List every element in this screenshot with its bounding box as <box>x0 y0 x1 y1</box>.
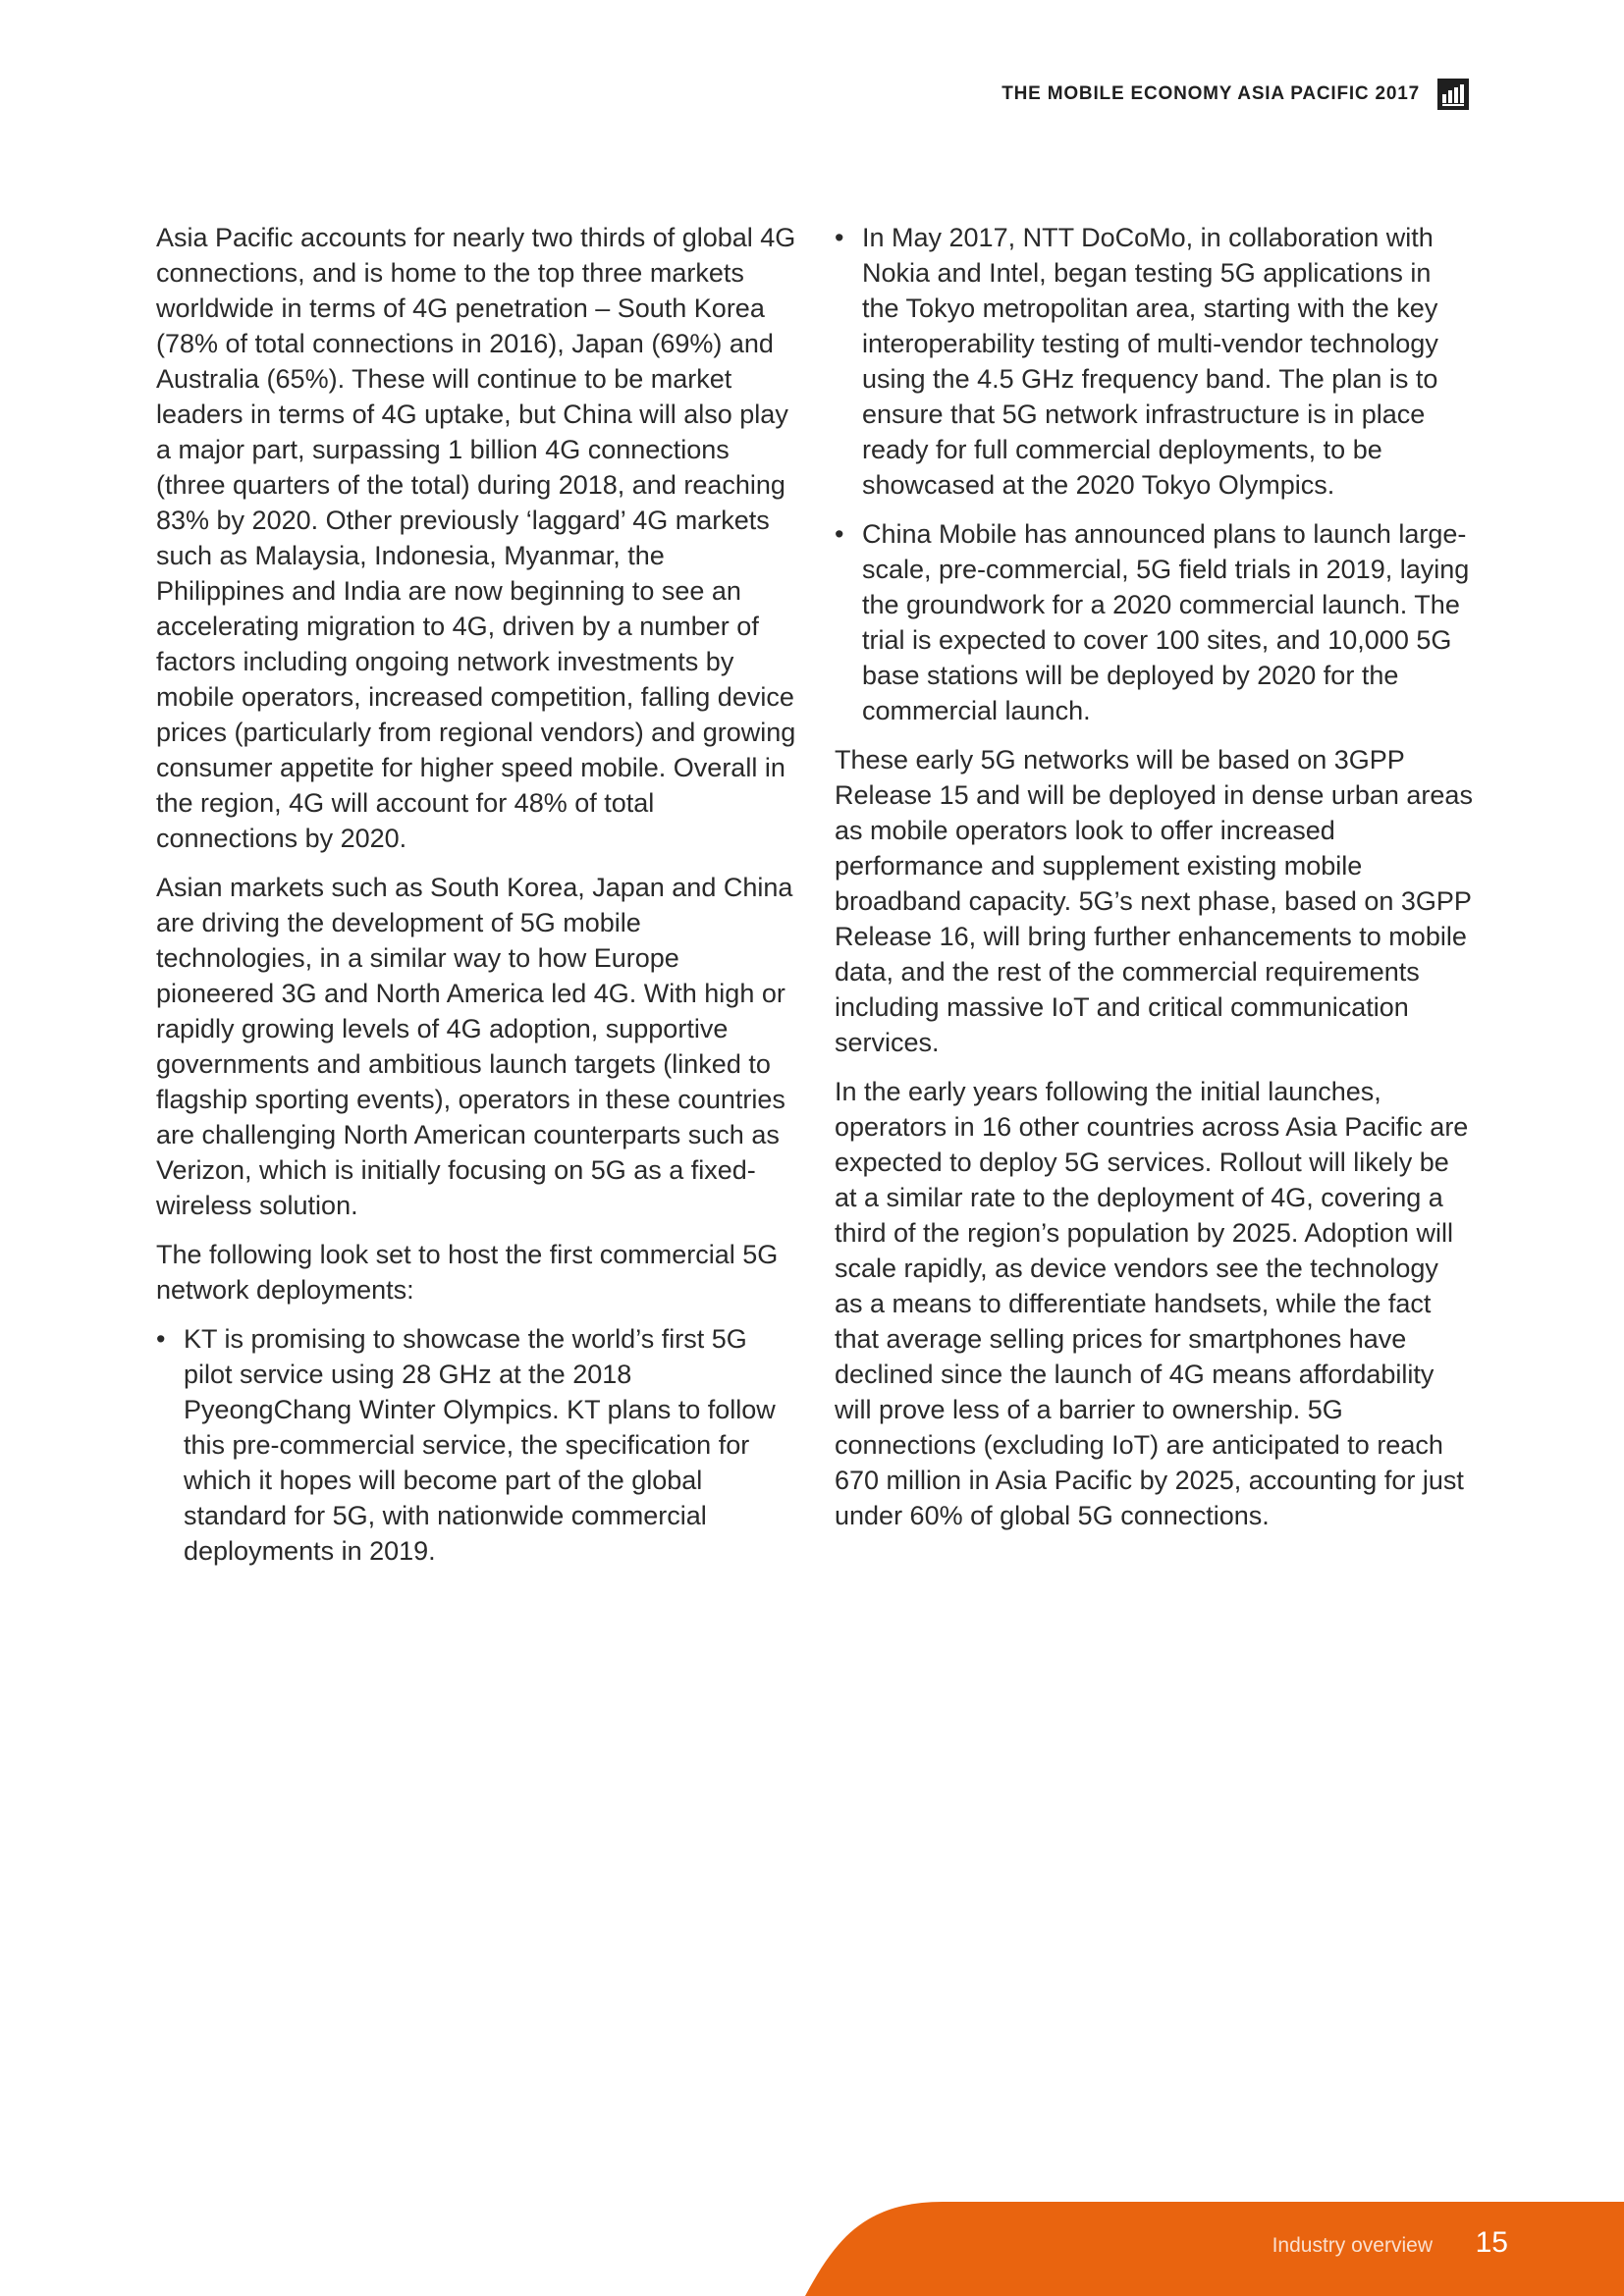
page-number: 15 <box>1475 2226 1508 2259</box>
left-column <box>156 220 799 1582</box>
right-column <box>835 220 1473 1547</box>
bullet-symbol: • <box>156 1324 166 1354</box>
bullet-symbol: • <box>835 223 844 252</box>
paragraph: In the early years following the initial launches, operators in 16 other countries across Asia Pacific are expected to deploy 5G services. Rollout will likely be at a similar rate to the deployment of 4G, covering a third of the region’s population by 2025. Adoption will scale rapidly, as device vendors see the technology as a means to differentiate handsets, while the fact that average selling prices for smartphones have declined since the launch of 4G means affordability will prove less of a barrier to ownership. 5G connections (excluding IoT) are anticipated to reach 670 million in Asia Pacific by 2025, accounting for just under 60% of global 5G connections. <box>835 1077 1469 1530</box>
bullet-text: KT is promising to showcase the world’s first 5G pilot service using 28 GHz at the 2018 PyeongChang Winter Olympics. KT plans to follow this pre-commercial service, the specification for which it hopes will become part of the global standard for 5G, with nationwide commercial deployments in 2019. <box>184 1324 776 1566</box>
page-header <box>1001 79 1469 110</box>
gsma-logo-icon <box>1437 79 1469 110</box>
document-title: THE MOBILE ECONOMY ASIA PACIFIC 2017 <box>1001 83 1420 104</box>
bullet-symbol: • <box>835 519 844 549</box>
paragraph: These early 5G networks will be based on 3GPP Release 15 and will be deployed in dense urban areas as mobile operators look to offer increased performance and supplement existing mobile broadband capacity. 5G’s next phase, based on 3GPP Release 16, will bring further enhancements to mobile data, and the rest of the commercial requirements including massive IoT and critical communication services. <box>835 745 1473 1057</box>
bullet-text: In May 2017, NTT DoCoMo, in collaboration with Nokia and Intel, began testing 5G applications in the Tokyo metropolitan area, starting with the key interoperability testing of multi-vendor technology using the 4.5 GHz frequency band. The plan is to ensure that 5G network infrastructure is in place ready for full commercial deployments, to be showcased at the 2020 Tokyo Olympics. <box>862 223 1438 500</box>
section-label: Industry overview <box>1272 2234 1433 2257</box>
paragraph: Asian markets such as South Korea, Japan and China are driving the development of 5G mobile technologies, in a similar way to how Europe pioneered 3G and North America led 4G. With high or rapidly growing levels of 4G adoption, supportive governments and ambitious launch targets (linked to flagship sporting events), operators in these countries are challenging North American counterparts such as Verizon, which is initially focusing on 5G as a fixed-wireless solution. <box>156 873 793 1220</box>
bullet-item <box>156 1321 799 1569</box>
bullet-item <box>835 516 1473 728</box>
paragraph: Asia Pacific accounts for nearly two thirds of global 4G connections, and is home to the top three markets worldwide in terms of 4G penetration – South Korea (78% of total connections in 2016), Japan (69%) and Australia (65%). These will continue to be market leaders in terms of 4G uptake, but China will also play a major part, surpassing 1 billion 4G connections (three quarters of the total) during 2018, and reaching 83% by 2020. Other previously ‘laggard’ 4G markets such as Malaysia, Indonesia, Myanmar, the Philippines and India are now beginning to see an accelerating migration to 4G, driven by a number of factors including ongoing network investments by mobile operators, increased competition, falling device prices (particularly from regional vendors) and growing consumer appetite for higher speed mobile. Overall in the region, 4G will account for 48% of total connections by 2020. <box>156 223 796 853</box>
paragraph: The following look set to host the first commercial 5G network deployments: <box>156 1240 779 1305</box>
bullet-item <box>835 220 1473 503</box>
bullet-text: China Mobile has announced plans to launch large-scale, pre-commercial, 5G field trials in 2019, laying the groundwork for a 2020 commercial launch. The trial is expected to cover 100 sites, and 10,000 5G base stations will be deployed by 2020 for the commercial launch. <box>862 519 1470 725</box>
